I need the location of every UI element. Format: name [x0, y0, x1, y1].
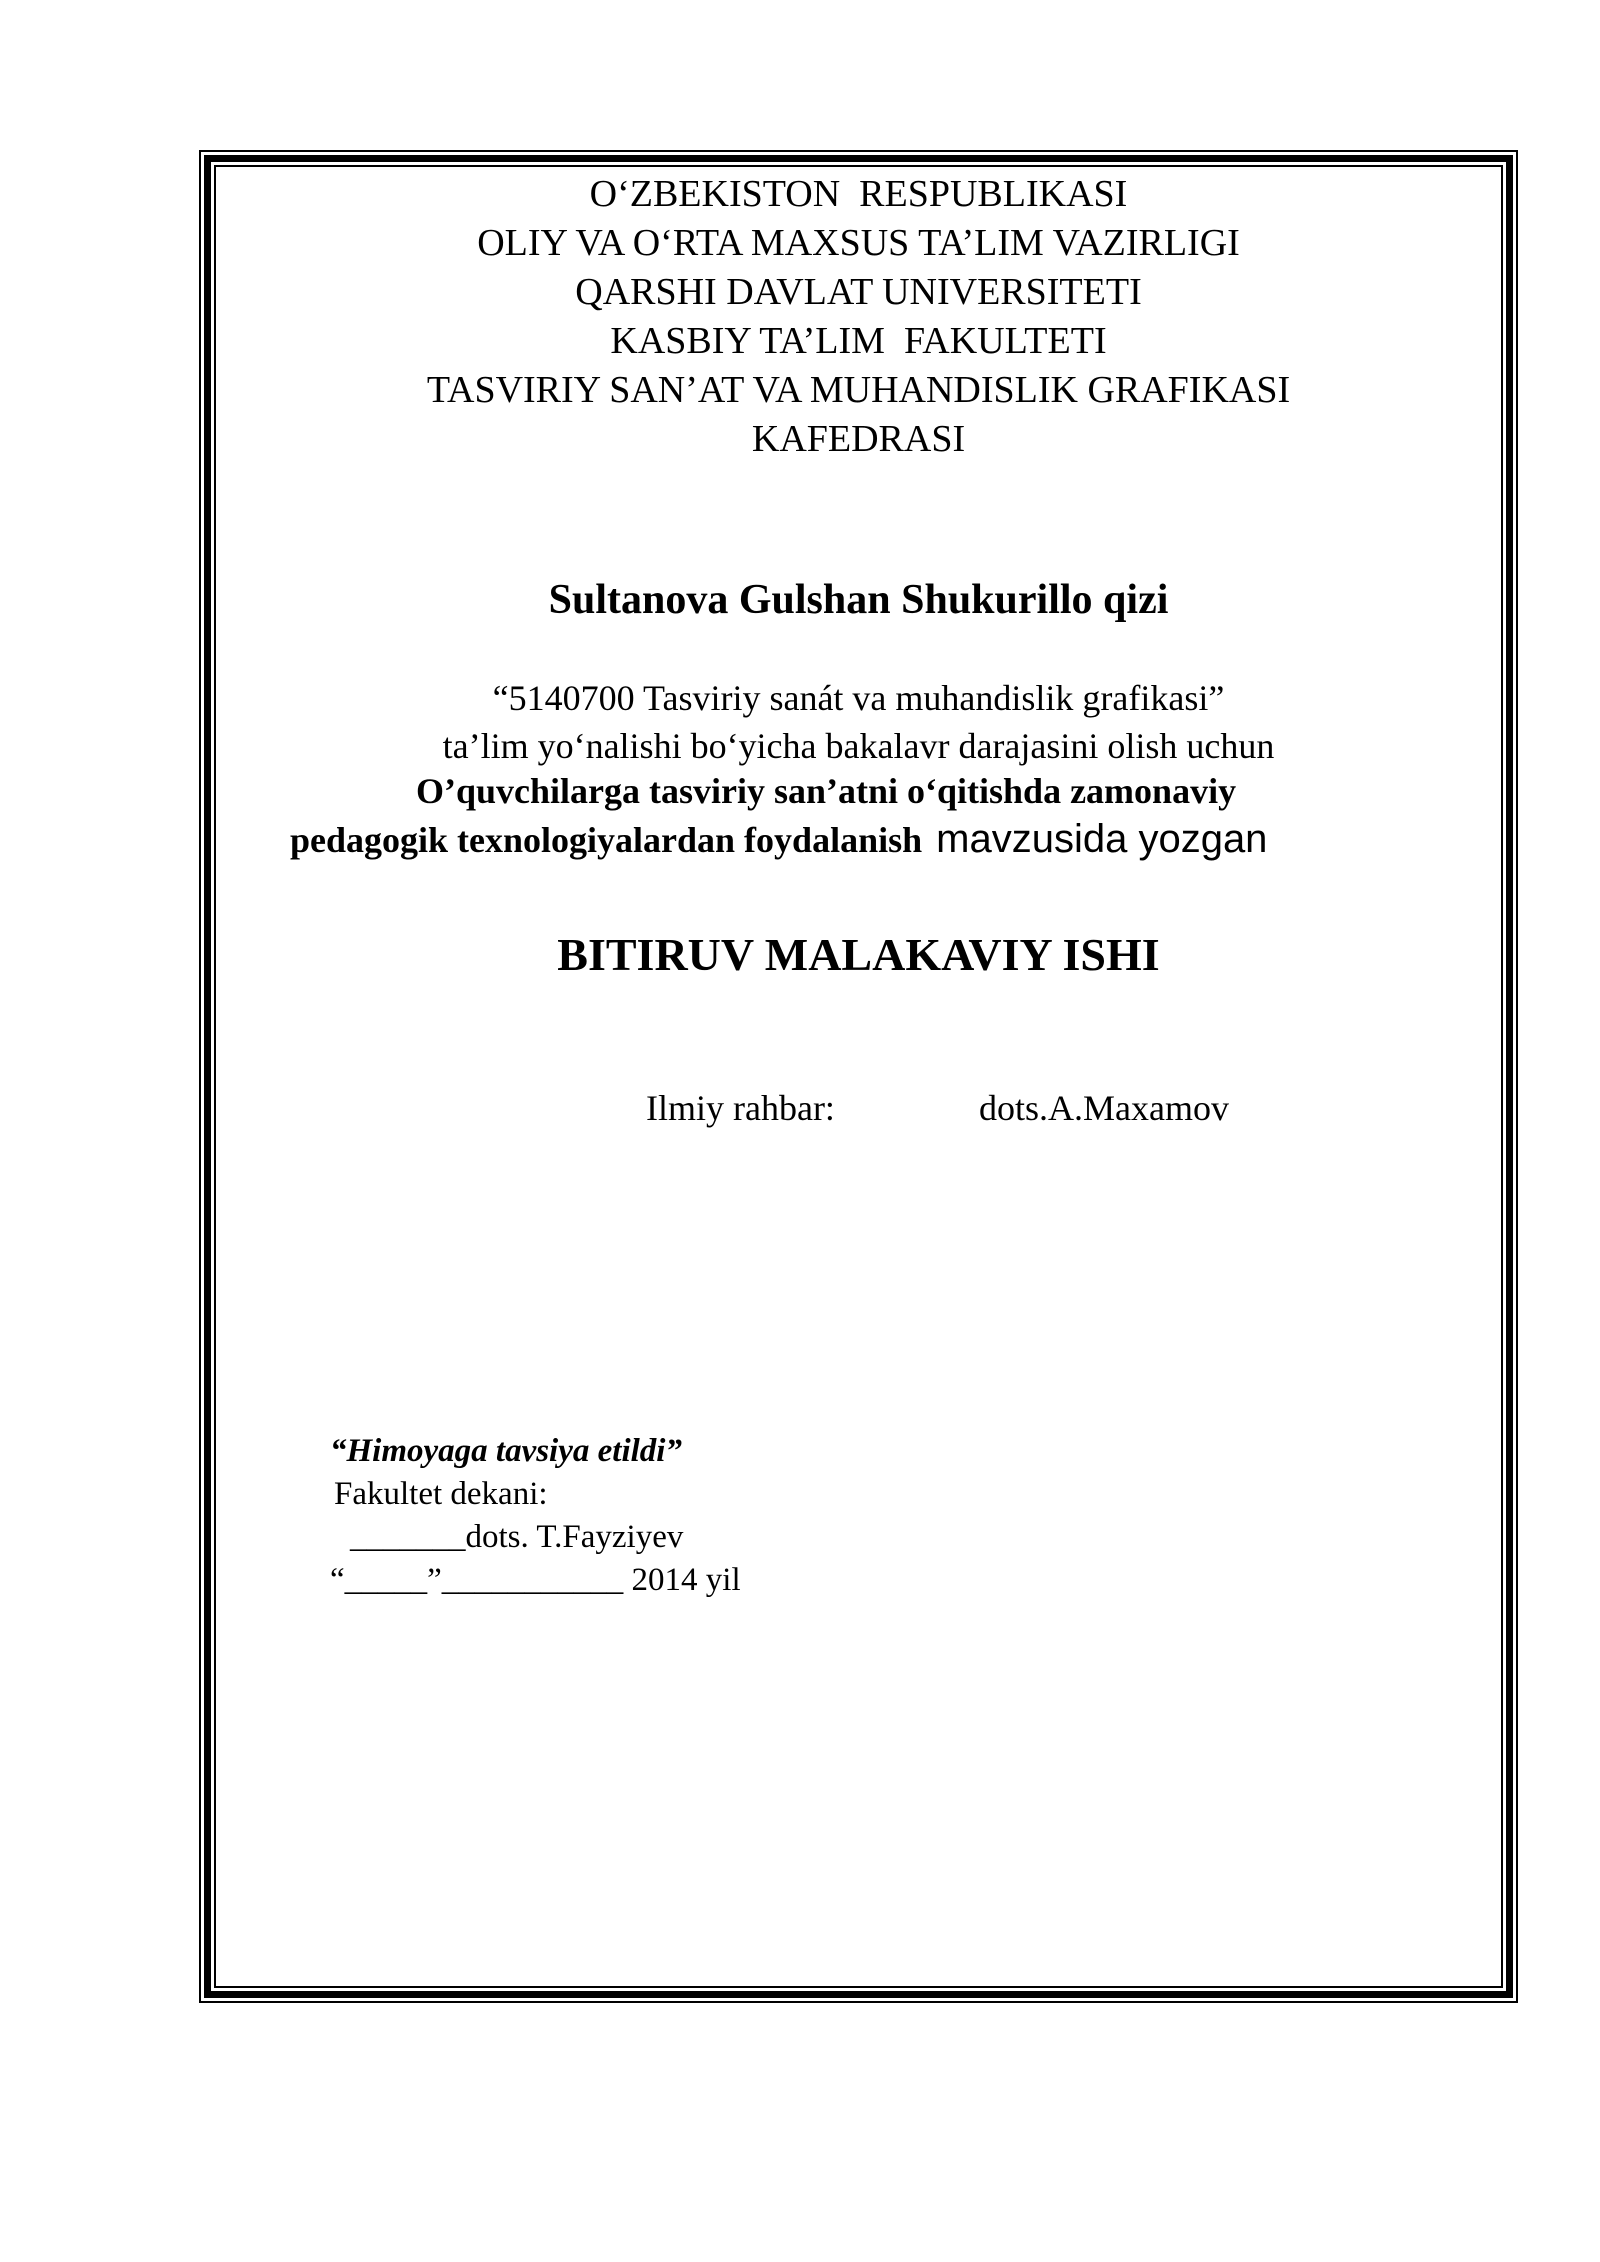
document-type-title: BITIRUV MALAKAVIY ISHI [557, 929, 1160, 980]
header-faculty: KASBIY TA’LIM FAKULTETI [610, 320, 1107, 362]
header-country: O‘ZBEKISTON RESPUBLIKASI [589, 173, 1128, 215]
dean-signature-line: _______dots. T.Fayziyev [350, 1519, 684, 1555]
topic-line-1: O’quvchilarga tasviriy san’atni o‘qitishda zamonaviy [416, 771, 1237, 811]
page-content [216, 167, 1501, 1986]
header-department-suffix: KAFEDRASI [751, 418, 966, 460]
topic-line-2 [290, 815, 1490, 864]
specialty-block [216, 674, 1501, 770]
approval-block [330, 1430, 741, 1602]
approval-date-line: “_____”___________ 2014 yil [330, 1562, 741, 1598]
header-university: QARSHI DAVLAT UNIVERSITETI [575, 271, 1142, 313]
specialty-line-1: “5140700 Tasviriy sanát va muhandislik grafikasi” [492, 678, 1225, 718]
supervisor-name: dots.A.Maxamov [979, 1088, 1229, 1128]
approval-title: “Himoyaga tavsiya etildi” [330, 1433, 682, 1469]
author-name: Sultanova Gulshan Shukurillo qizi [548, 577, 1169, 623]
supervisor-label: Ilmiy rahbar: [646, 1088, 835, 1128]
topic-line-2-bold: pedagogik texnologiyalardan foydalanish [290, 820, 923, 860]
specialty-line-2: ta’lim yo‘nalishi bo‘yicha bakalavr darajasini olish uchun [442, 726, 1275, 766]
topic-line-2-suffix: mavzusida yozgan [936, 817, 1268, 861]
header-ministry: OLIY VA O‘RTA MAXSUS TA’LIM VAZIRLIGI [477, 222, 1240, 264]
institution-header [216, 170, 1501, 464]
header-department: TASVIRIY SAN’AT VA MUHANDISLIK GRAFIKASI [426, 369, 1291, 411]
dean-label: Fakultet dekani: [334, 1476, 548, 1512]
